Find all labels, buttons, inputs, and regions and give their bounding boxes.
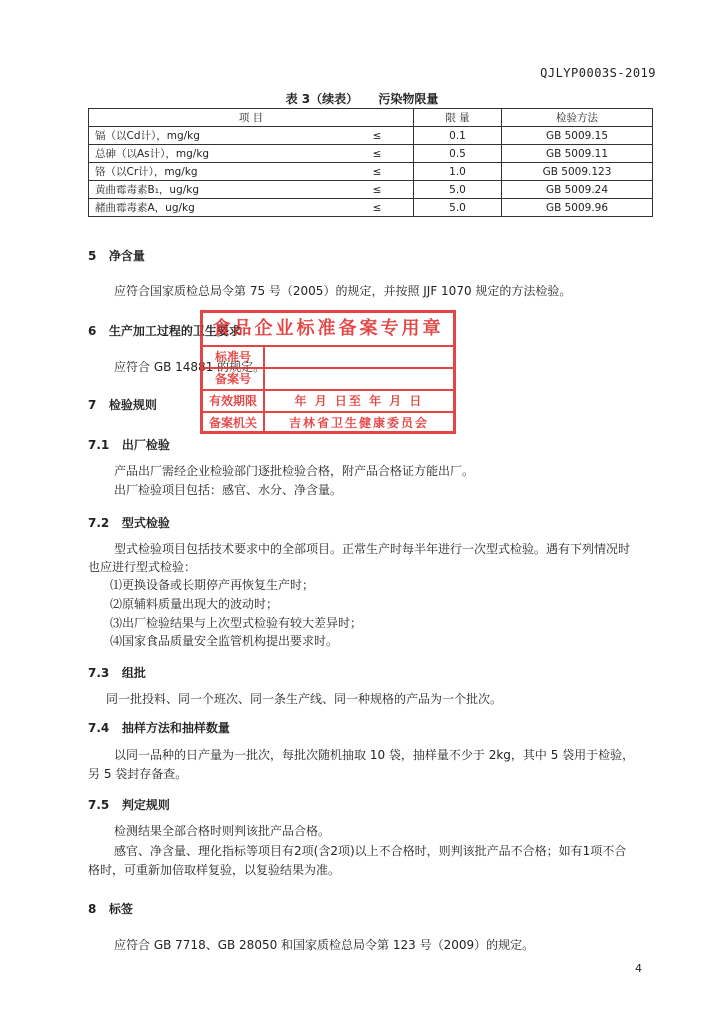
row-method: GB 5009.123 [502,163,653,181]
stamp-row [203,413,453,433]
row-item: 镉（以Cd计），mg/kg [89,127,342,145]
contaminant-limits-table [88,108,653,217]
section-7-heading [88,396,157,413]
section-7-1-line: 出厂检验项目包括：感官、水分、净含量。 [114,483,343,497]
table-row [89,199,653,217]
document-code: QJLYP0003S-2019 [540,66,656,80]
section-number: 7.1 [88,438,110,452]
row-operator: ≤ [341,199,414,217]
row-operator: ≤ [341,145,414,163]
section-7-2-line: 型式检验项目包括技术要求中的全部项目。正常生产时每半年进行一次型式检验。遇有下列情况时 [114,542,631,556]
section-7-2-line: ⑷国家食品质量安全监管机构提出要求时。 [110,634,339,648]
row-operator: ≤ [341,163,414,181]
row-method: GB 5009.24 [502,181,653,199]
section-title: 生产加工过程的卫生要求 [108,324,241,338]
section-7-1-heading [88,436,170,453]
section-title: 判定规则 [121,798,170,812]
section-number: 7.4 [88,721,110,735]
section-number: 5 [88,249,97,263]
row-limit: 5.0 [414,199,502,217]
section-7-2-line: ⑵原辅料质量出现大的波动时； [110,597,279,611]
section-number: 7.5 [88,798,110,812]
row-limit: 0.5 [414,145,502,163]
row-limit: 1.0 [414,163,502,181]
section-number: 7.2 [88,516,110,530]
table-row [89,127,653,145]
stamp-label: 备案号 [203,369,265,389]
section-7-2-line: ⑴更换设备或长期停产再恢复生产时； [110,578,315,592]
section-number: 8 [88,902,97,916]
section-7-1-line: 产品出厂需经企业检验部门逐批检验合格，附产品合格证方能出厂。 [114,464,475,478]
stamp-label: 有效期限 [203,391,265,411]
section-5-heading [88,247,145,264]
row-item: 赭曲霉毒素A，ug/kg [89,199,342,217]
section-8-text: 应符合 GB 7718、GB 28050 和国家质检总局令第 123 号（2009）的规定。 [114,938,535,952]
stamp-row [203,369,453,391]
stamp-label: 标准号 [203,347,265,367]
section-5-text: 应符合国家质检总局令第 75 号（2005）的规定，并按照 JJF 1070 规定的方法检验。 [114,284,572,298]
stamp-value [265,347,453,367]
stamp-row [203,347,453,369]
filing-stamp [200,310,456,434]
table-row [89,163,653,181]
section-title: 型式检验 [121,516,170,530]
row-item: 铬（以Cr计），mg/kg [89,163,342,181]
stamp-value: 吉林省卫生健康委员会 [288,416,429,430]
section-7-5-line: 检测结果全部合格时则判该批产品合格。 [114,824,331,838]
page-number: 4 [635,962,642,975]
section-7-5-line: 感官、净含量、理化指标等项目有2项(含2项)以上不合格时，则判该批产品不合格；如有1项不合 [114,844,627,858]
row-item: 总砷（以As计），mg/kg [89,145,342,163]
section-8-heading [88,900,133,917]
section-7-4-line: 以同一品种的日产量为一批次，每批次随机抽取 10 袋，抽样量不少于 2kg，其中 5 袋用于检验， [114,748,635,762]
section-title: 出厂检验 [121,438,170,452]
section-title: 检验规则 [108,398,157,412]
row-method: GB 5009.11 [502,145,653,163]
table-name: 污染物限量 [378,92,439,106]
row-limit: 0.1 [414,127,502,145]
row-item: 黄曲霉毒素B₁，ug/kg [89,181,342,199]
section-7-2-line: ⑶出厂检验结果与上次型式检验有较大差异时； [110,616,363,630]
table-header-row [89,109,653,127]
section-7-4-heading [88,719,230,736]
section-number: 7.3 [88,666,110,680]
section-number: 7 [88,398,97,412]
table-caption: 表 3（续表） [285,92,359,106]
row-method: GB 5009.15 [502,127,653,145]
section-number: 6 [88,324,97,338]
section-title: 组批 [121,666,146,680]
section-title: 净含量 [108,249,145,263]
table-row [89,181,653,199]
section-7-3-text: 同一批投料、同一个班次、同一条生产线、同一种规格的产品为一个批次。 [106,692,503,706]
stamp-label: 备案机关 [203,413,265,433]
section-7-5-line: 格时，可重新加倍取样复验，以复验结果为准。 [88,863,341,877]
stamp-row [203,391,453,413]
stamp-value: 年 月 日至 年 月 日 [294,394,424,408]
section-7-2-heading [88,514,170,531]
header-limit: 限 量 [414,109,502,127]
stamp-title: 食品企业标准备案专用章 [203,313,453,347]
row-method: GB 5009.96 [502,199,653,217]
row-operator: ≤ [341,181,414,199]
section-7-3-heading [88,664,146,681]
section-7-4-line: 另 5 袋封存备查。 [88,767,188,781]
header-method: 检验方法 [502,109,653,127]
section-title: 抽样方法和抽样数量 [121,721,230,735]
row-operator: ≤ [341,127,414,145]
section-7-2-line: 也应进行型式检验： [88,560,197,574]
section-title: 标签 [108,902,133,916]
stamp-value [265,369,453,389]
section-7-5-heading [88,796,170,813]
header-item: 项 目 [89,109,414,127]
table-title [0,90,724,107]
table-row [89,145,653,163]
section-6-text: 应符合 GB 14881 的规定。 [114,360,266,374]
row-limit: 5.0 [414,181,502,199]
